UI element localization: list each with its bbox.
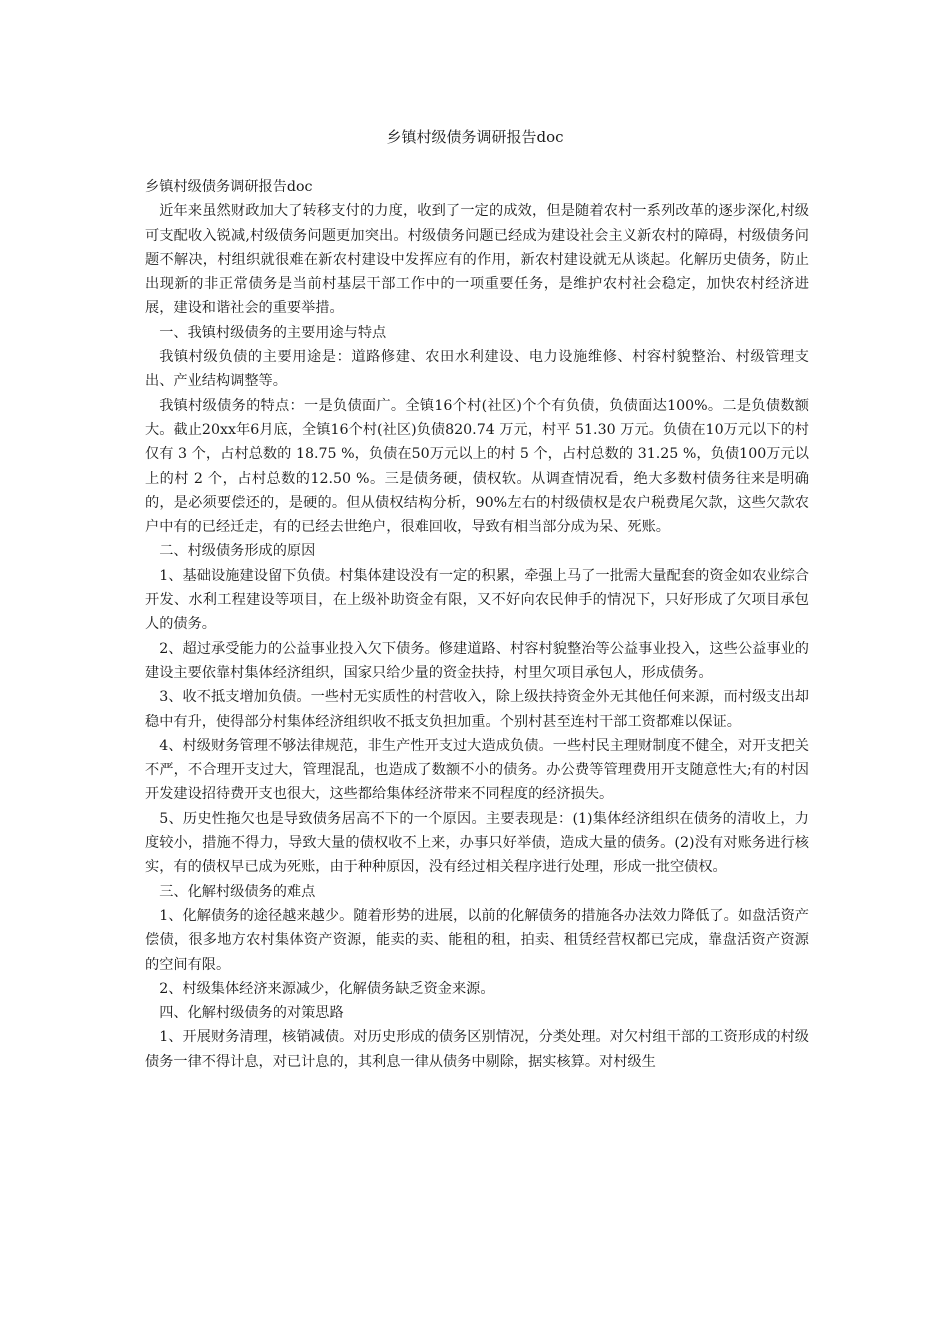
paragraph: 2、村级集体经济来源减少，化解债务缺乏资金来源。: [159, 980, 495, 997]
paragraph: 3、收不抵支增加负债。一些村无实质性的村营收入，除上级扶持资金外无其他任何来源，而村级支出却稳中有升，使得部分村集体经济组织收不抵支负担加重。个别村甚至连村干部工资都难以保证。: [145, 689, 809, 730]
paragraph: 我镇村级负债的主要用途是：道路修建、农田水利建设、电力设施维修、村容村貌整治、村级管理支出、产业结构调整等。: [145, 349, 809, 390]
paragraph: 1、化解债务的途径越来越少。随着形势的进展，以前的化解债务的措施各办法效力降低了。如盘活资产偿债，很多地方农村集体资产资源，能卖的卖、能租的租，拍卖、租赁经营权都已完成，靠盘活资产资源的空间有限。: [145, 907, 809, 973]
paragraph: 5、历史性拖欠也是导致债务居高不下的一个原因。主要表现是：(1)集体经济组织在债务的清收上，力度较小，措施不得力，导致大量的债权收不上来，办事只好举债，造成大量的债务。(2)没有对账务进行核实，有的债权早已成为死账，由于种种原因，没有经过相关程序进行处理，形成一批空债权。: [145, 810, 809, 876]
paragraph: 2、超过承受能力的公益事业投入欠下债务。修建道路、村容村貌整治等公益事业投入，这些公益事业的建设主要依靠村集体经济组织，国家只给少量的资金扶持，村里欠项目承包人，形成债务。: [145, 640, 809, 681]
document-body: [145, 175, 809, 1074]
section-heading-1: 一、我镇村级债务的主要用途与特点: [159, 324, 387, 341]
paragraph: 4、村级财务管理不够法律规范，非生产性开支过大造成负债。一些村民主理财制度不健全，对开支把关不严，不合理开支过大，管理混乱，也造成了数额不小的债务。办公费等管理费用开支随意性大;有的村因开发建设招待费开支也很大，这些都给集体经济带来不同程度的经济损失。: [145, 737, 809, 803]
paragraph: 1、基础设施建设留下负债。村集体建设没有一定的积累，牵强上马了一批需大量配套的资金如农业综合开发、水利工程建设等项目，在上级补助资金有限，又不好向农民伸手的情况下，只好形成了欠项目承包人的债务。: [145, 567, 809, 633]
paragraph: 我镇村级债务的特点：一是负债面广。全镇16个村(社区)个个有负债，负债面达100%。二是负债数额大。截止20xx年6月底，全镇16个村(社区)负债820.74 万元，村平 51.30 万元。负债在10万元以下的村仅有 3 个，占村总数的 18.75 %，负债在50万元以上的村 5 个，占村总数的 31.25 %，负债100万元以上的村 2 个，占村总数的12.50 %。三是债务硬，债权软。从调查情况看，绝大多数村债务往来是明确的，是必须要偿还的，是硬的。但从债权结构分析，90%左右的村级债权是农户税费尾欠款，这些欠款农户中有的已经迁走，有的已经去世绝户，很难回收，导致有相当部分成为呆、死账。: [145, 397, 809, 536]
paragraph-intro: 近年来虽然财政加大了转移支付的力度，收到了一定的成效，但是随着农村一系列改革的逐步深化,村级可支配收入锐减,村级债务问题更加突出。村级债务问题已经成为建设社会主义新农村的障碍，村级债务问题不解决，村组织就很难在新农村建设中发挥应有的作用，新农村建设就无从谈起。化解历史债务，防止出现新的非正常债务是当前村基层干部工作中的一项重要任务，是维护农村社会稳定，加快农村经济进展，建设和谐社会的重要举措。: [145, 203, 809, 317]
paragraph: 1、开展财务清理，核销减债。对历史形成的债务区别情况，分类处理。对欠村组干部的工资形成的村级债务一律不得计息，对已计息的，其利息一律从债务中剔除，据实核算。对村级生: [145, 1029, 809, 1070]
section-heading-4: 四、化解村级债务的对策思路: [159, 1005, 344, 1022]
document-subtitle: 乡镇村级债务调研报告doc: [145, 179, 313, 195]
section-heading-2: 二、村级债务形成的原因: [159, 543, 316, 560]
document-title: 乡镇村级债务调研报告doc: [386, 128, 564, 146]
section-heading-3: 三、化解村级债务的难点: [159, 883, 316, 900]
